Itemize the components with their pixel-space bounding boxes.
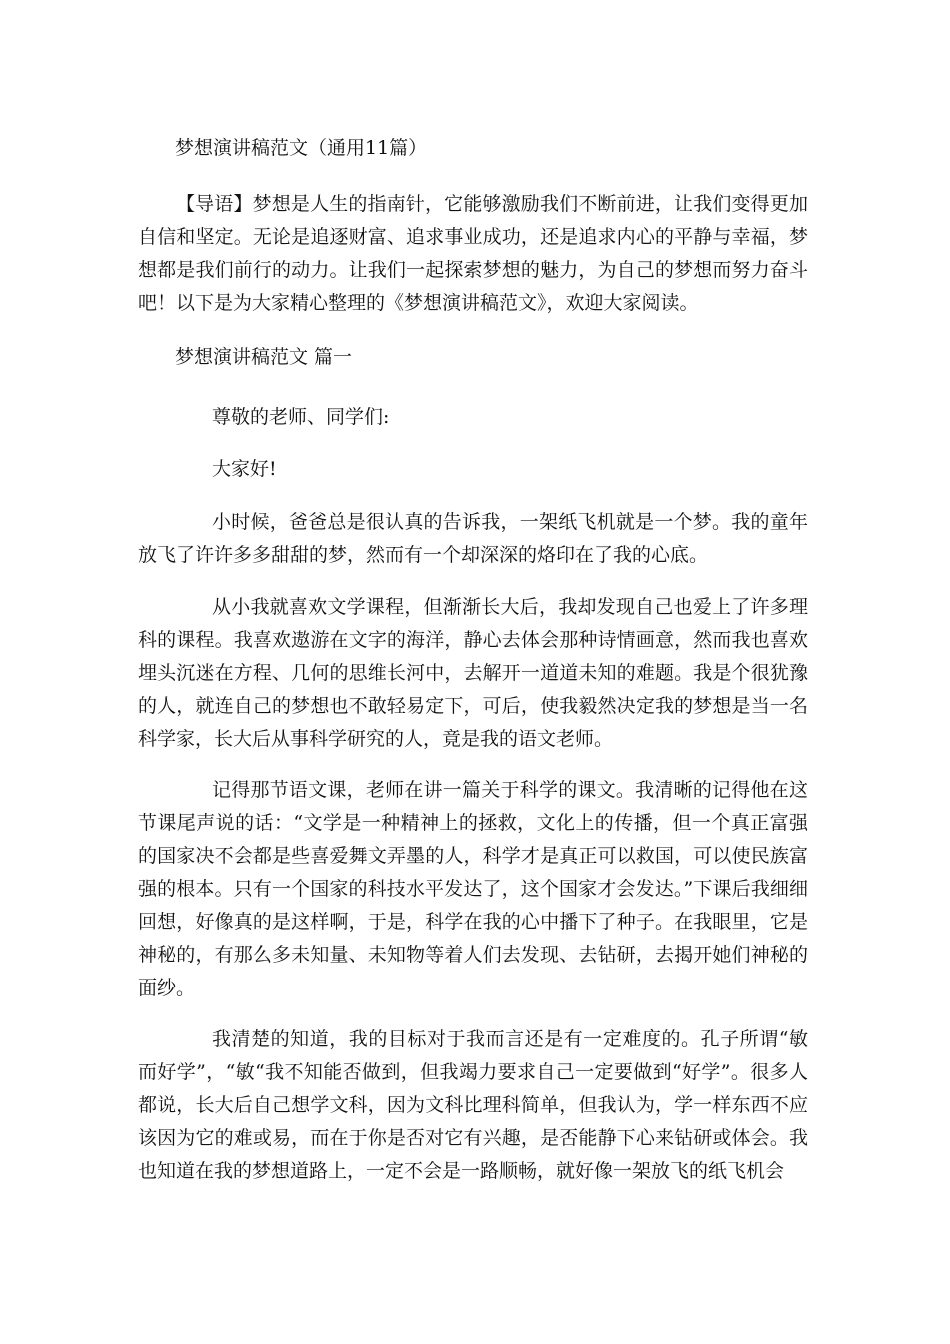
- salutation: 尊敬的老师、同学们:: [212, 406, 390, 428]
- intro-paragraph: 【导语】梦想是人生的指南针，它能够激励我们不断前进，让我们变得更加自信和坚定。无论是追逐财富、追求事业成功，还是追求内心的平静与幸福，梦想都是我们前行的动力。让我们一起探索梦想的魅力，为自己的梦想而努力奋斗吧！以下是为大家精心整理的《梦想演讲稿范文》，欢迎大家阅读。: [138, 193, 808, 314]
- document-title: 梦想演讲稿范文（通用11篇）: [175, 137, 428, 159]
- body-paragraph: 小时候，爸爸总是很认真的告诉我，一架纸飞机就是一个梦。我的童年放飞了许许多多甜甜的梦，然而有一个却深深的烙印在了我的心底。: [138, 511, 808, 566]
- body-paragraph: 记得那节语文课，老师在讲一篇关于科学的课文。我清晰的记得他在这节课尾声说的话：“文学是一种精神上的拯救，文化上的传播，但一个真正富强的国家决不会都是些喜爱舞文弄墨的人，科学才是真正可以救国，可以使民族富强的根本。只有一个国家的科技水平发达了，这个国家才会发达。”下课后我细细回想，好像真的是这样啊，于是，科学在我的心中播下了种子。在我眼里，它是神秘的，有那么多未知量、未知物等着人们去发现、去钻研，去揭开她们神秘的面纱。: [138, 779, 808, 999]
- body-paragraph: 我清楚的知道，我的目标对于我而言还是有一定难度的。孔子所谓“敏而好学”，“敏“我不知能否做到，但我竭力要求自己一定要做到“好学”。很多人都说，长大后自己想学文科，因为文科比理科简单，但我认为，学一样东西不应该因为它的难或易，而在于你是否对它有兴趣，是否能静下心来钻研或体会。我也知道在我的梦想道路上，一定不会是一路顺畅，就好像一架放飞的纸飞机会: [138, 1028, 808, 1182]
- greeting: 大家好!: [212, 458, 277, 480]
- section-title: 梦想演讲稿范文 篇一: [175, 346, 353, 368]
- body-paragraph: 从小我就喜欢文学课程，但渐渐长大后，我却发现自己也爱上了许多理科的课程。我喜欢遨游在文字的海洋，静心去体会那种诗情画意，然而我也喜欢埋头沉迷在方程、几何的思维长河中，去解开一道道未知的难题。我是个很犹豫的人，就连自己的梦想也不敢轻易定下，可后，使我毅然决定我的梦想是当一名科学家，长大后从事科学研究的人，竟是我的语文老师。: [138, 596, 808, 750]
